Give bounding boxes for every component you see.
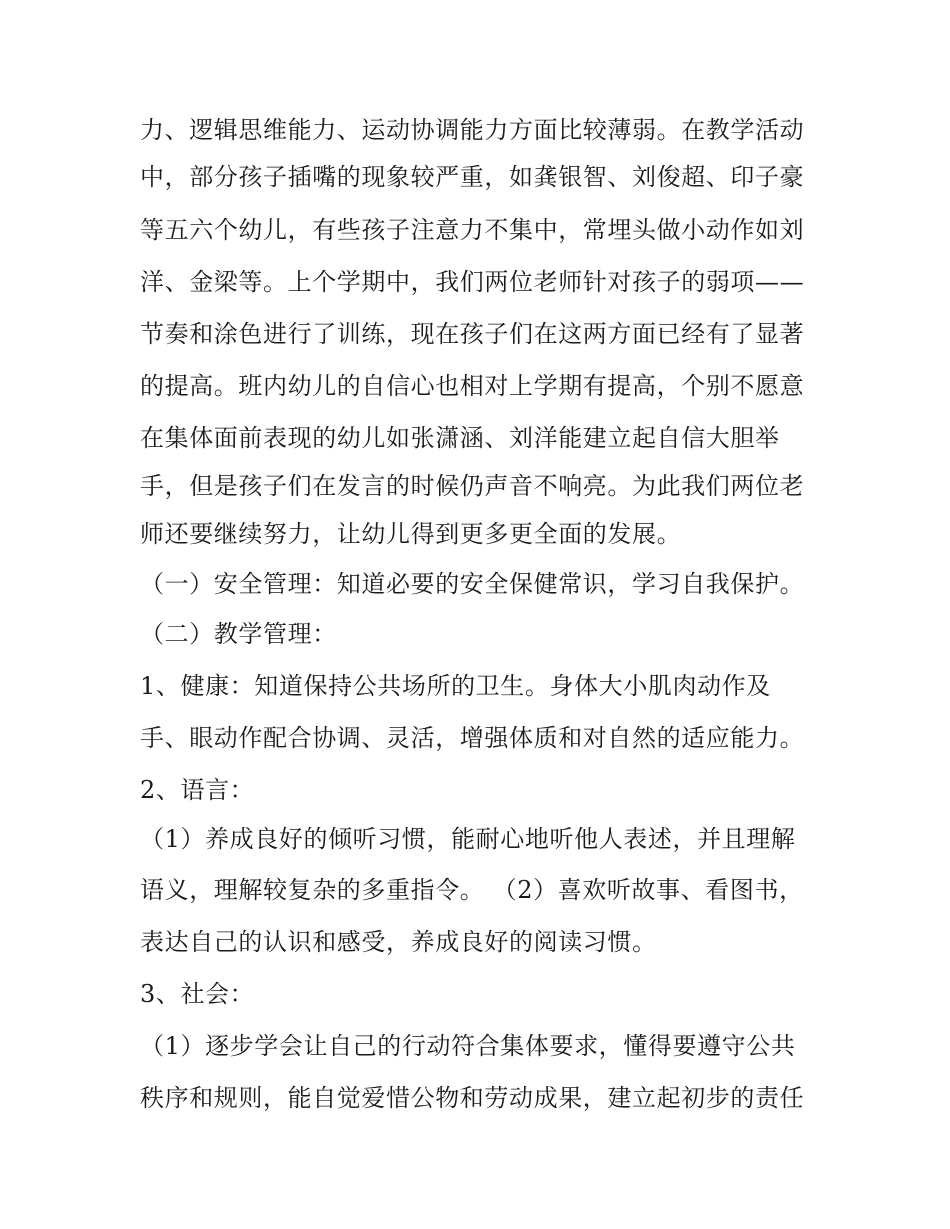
text-line: 在集体面前表现的幼儿如张潇涵、刘洋能建立起自信大胆举 [140,424,780,452]
text-line: 洋、金梁等。上个学期中，我们两位老师针对孩子的弱项—— [140,268,805,296]
text-line: 手、眼动作配合协调、灵活，增强体质和对自然的适应能力。 [140,724,805,752]
text-line: 师还要继续努力，让幼儿得到更多更全面的发展。 [140,520,682,548]
subsection-heading: 3、社会： [140,980,255,1008]
text-line: 语义，理解较复杂的多重指令。 （2）喜欢听故事、看图书， [140,876,804,904]
text-line: 中，部分孩子插嘴的现象较严重，如龚银智、刘俊超、印子豪 [140,163,805,191]
text-line: 1、健康：知道保持公共场所的卫生。身体大小肌肉动作及 [140,672,771,700]
text-line: （1）逐步学会让自己的行动符合集体要求，懂得要遵守公共 [140,1032,796,1060]
text-line: （1）养成良好的倾听习惯，能耐心地听他人表述，并且理解 [140,825,796,853]
text-line: 等五六个幼儿，有些孩子注意力不集中，常埋头做小动作如刘 [140,216,805,244]
text-line: 秩序和规则，能自觉爱惜公物和劳动成果，建立起初步的责任 [140,1084,805,1112]
subsection-heading: 2、语言： [140,776,255,804]
section-heading: （二）教学管理： [140,620,337,648]
text-line: 的提高。班内幼儿的自信心也相对上学期有提高，个别不愿意 [140,372,805,400]
text-line: 手，但是孩子们在发言的时候仍声音不响亮。为此我们两位老 [140,472,805,500]
section-heading: （一）安全管理：知道必要的安全保健常识，学习自我保护。 [140,570,805,598]
text-line: 节奏和涂色进行了训练，现在孩子们在这两方面已经有了显著 [140,320,805,348]
text-line: 表达自己的认识和感受，养成良好的阅读习惯。 [140,928,657,956]
text-line: 力、逻辑思维能力、运动协调能力方面比较薄弱。在教学活动 [140,116,805,144]
